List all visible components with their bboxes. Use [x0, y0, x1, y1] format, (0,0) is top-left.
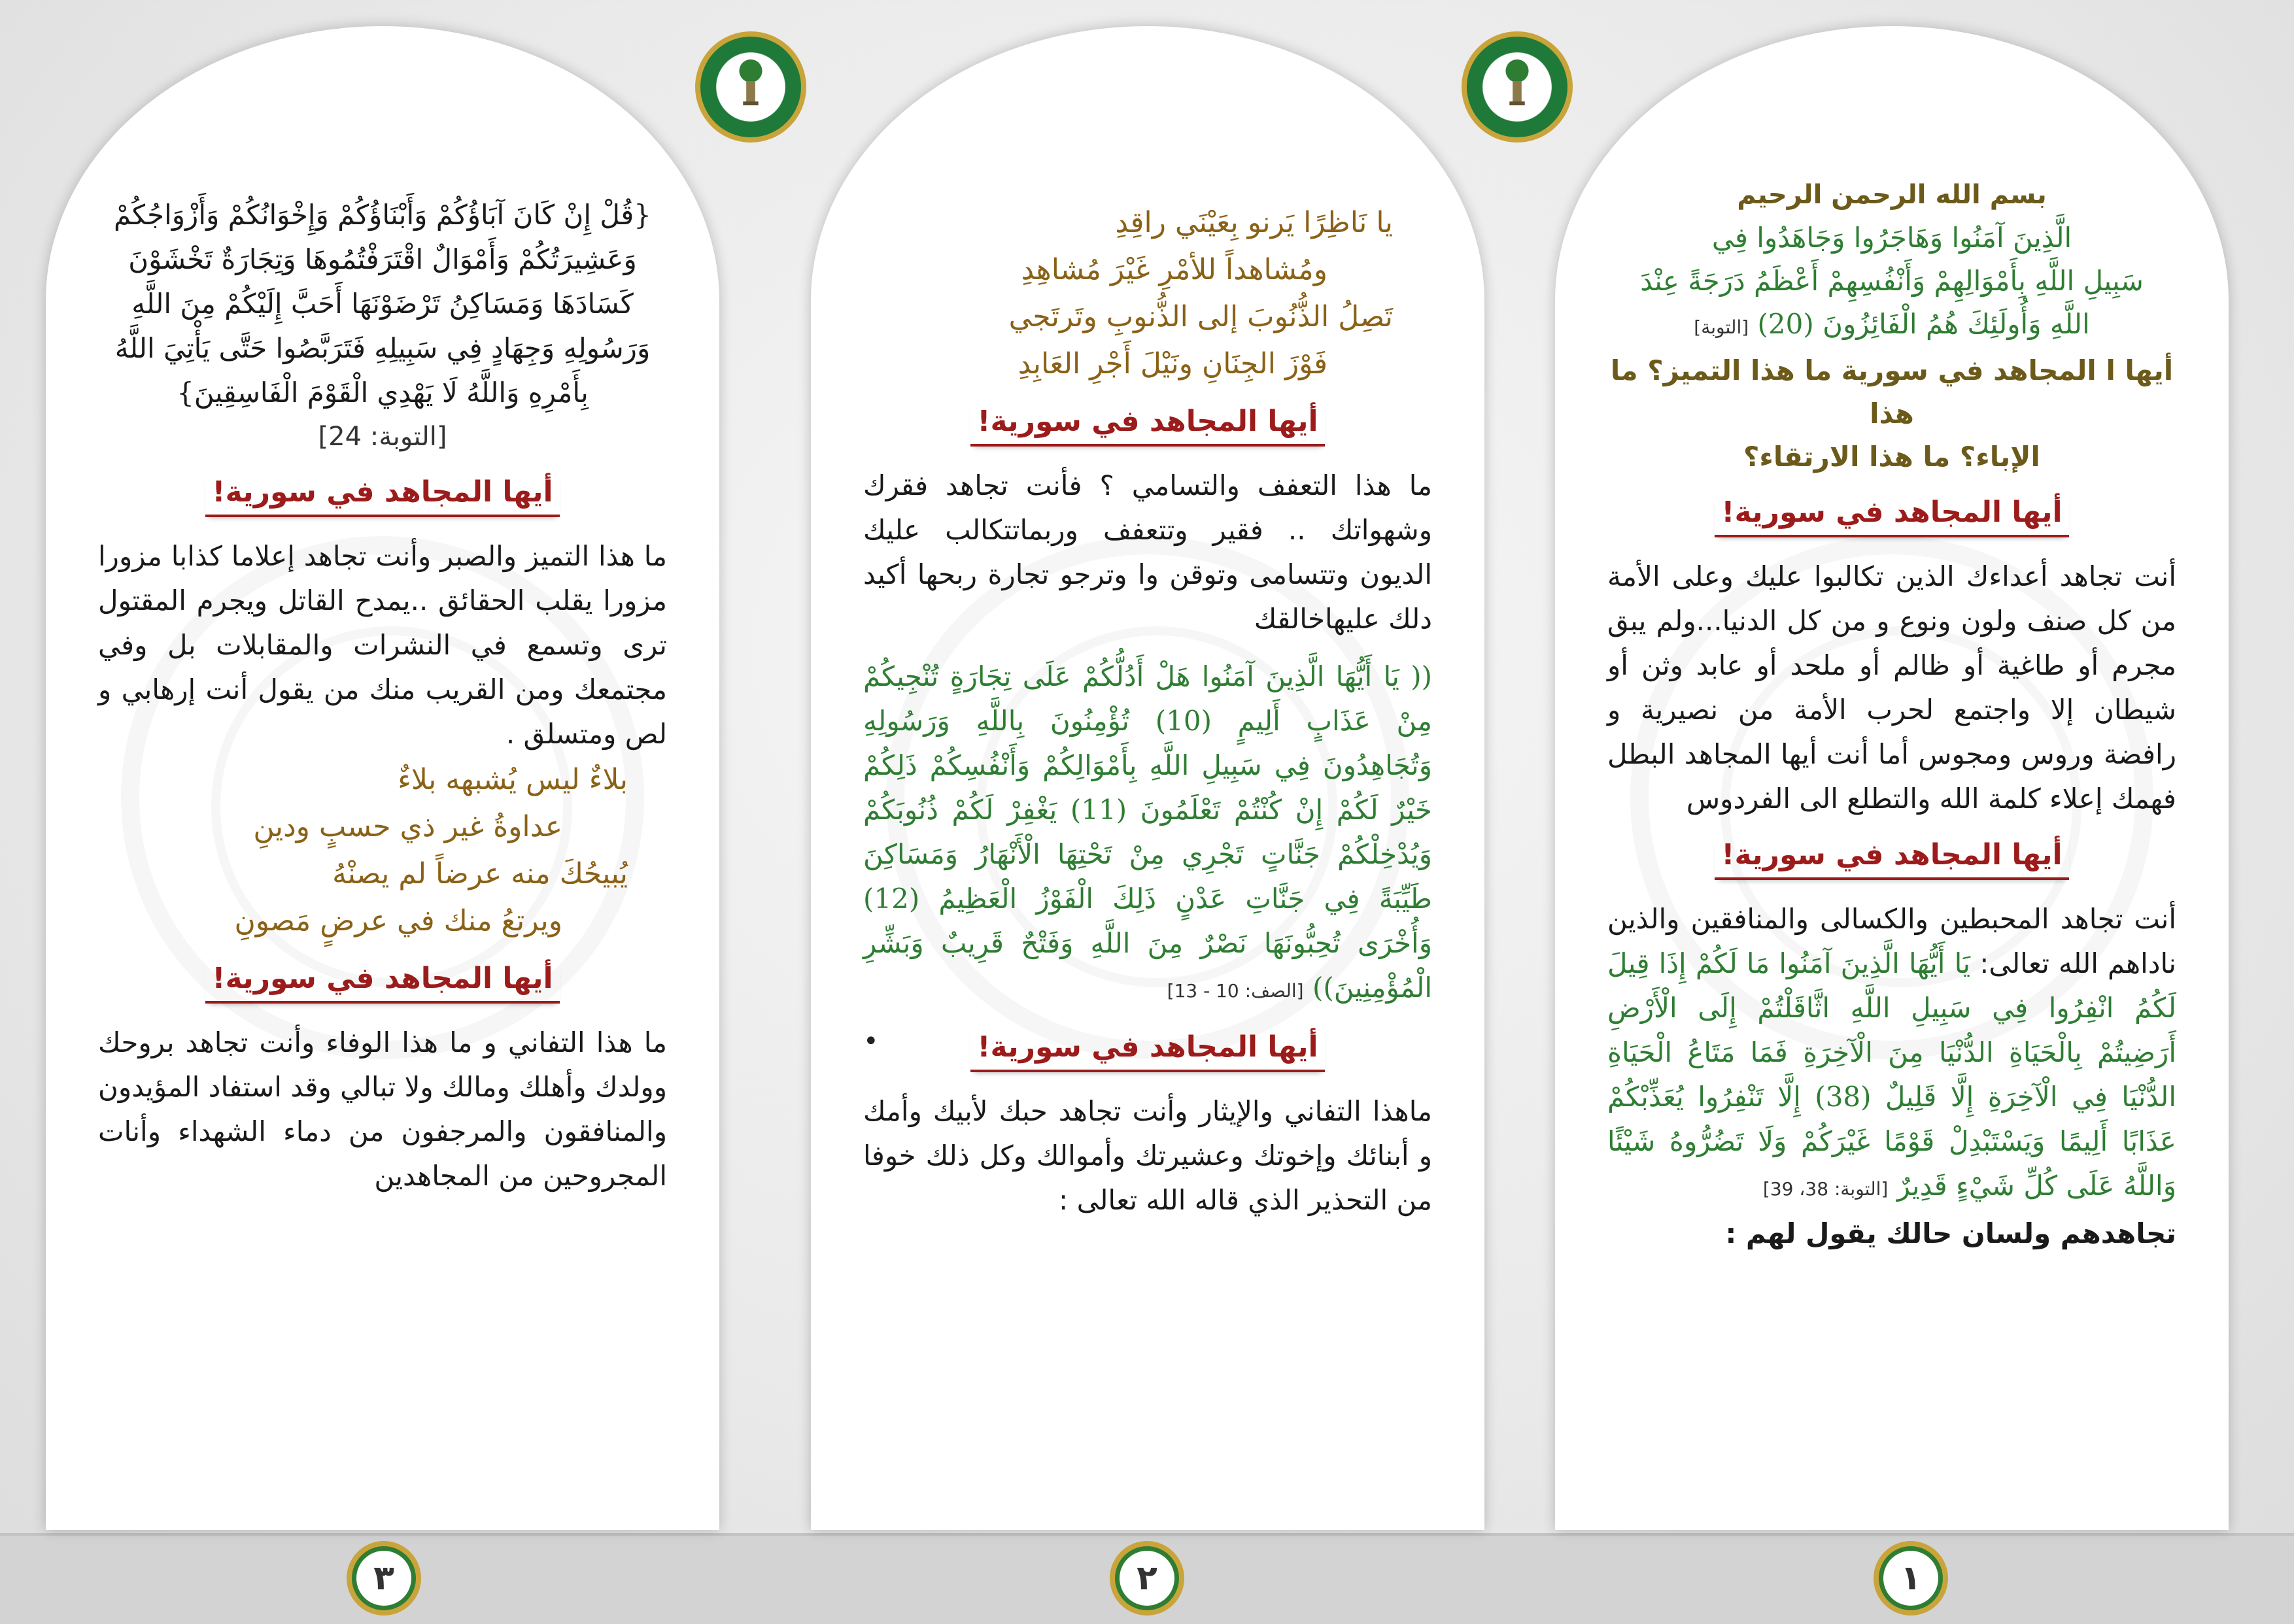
paragraph: ما هذا التعفف والتسامي ؟ فأنت تجاهد فقرك وشهواتك .. فقير وتتعفف وربماتتكالب عليك الديون وتتسامى وتوقن وا وترجو تجارة ربحها أكيد دلك عليهاخالقك [863, 469, 1432, 635]
poem-line: يا نَاظِرًا يَرنو بِعَيْنَي راقِدِ [1115, 206, 1393, 239]
section-heading: أيها المجاهد في سورية! [970, 1028, 1324, 1072]
verse-line-with-ref: اللَّهِ وَأُولَئِكَ هُمُ الْفَائِزُونَ (20) [التوبة] [1694, 308, 2090, 340]
scholars-league-seal-icon [695, 31, 806, 143]
paragraph: أنت تجاهد أعداءك الذين تكالبوا عليك وعلى الأمة من كل صنف ولون ونوع و من كل الدنيا...ولم يبق مجرم أو طاغية أو ظالم أو ملحد أو عابد وثن أو شيطان إلا واجتمع لحرب الأمة من نصيرية و رافضة وروس ومجوس أما أنت أيها المجاهد البطل فهمك إعلاء كلمة الله والتطلع الى الفردوس [1607, 560, 2176, 815]
poem-line: فَوْزَ الجِنَانِ ونَيْلَ أَجْرِ العَابِدِ [1018, 347, 1327, 381]
verse-reference: [الصف: 10 - 13] [1167, 980, 1304, 1002]
section-heading: أيها المجاهد في سورية! [1715, 836, 2068, 880]
panel-page-3 [46, 26, 719, 1530]
panel-page-2 [811, 26, 1484, 1530]
quran-verse: يَا أَيُّهَا الَّذِينَ آمَنُوا مَا لَكُمْ إِذَا قِيلَ لَكُمُ انْفِرُوا فِي سَبِيلِ اللَّهِ اثَّاقَلْتُمْ إِلَى الْأَرْضِ أَرَضِيتُمْ بِالْحَيَاةِ الدُّنْيَا مِنَ الْآخِرَةِ فَمَا مَتَاعُ الْحَيَاةِ الدُّنْيَا فِي الْآخِرَةِ إِلَّا قَلِيلٌ (38) إِلَّا تَنْفِرُوا يُعَذِّبْكُمْ عَذَابًا أَلِيمًا وَيَسْتَبْدِلْ قَوْمًا غَيْرَكُمْ وَلَا تَضُرُّوهُ شَيْئًا وَاللَّهُ عَلَى كُلِّ شَيْءٍ قَدِيرٌ [1607, 947, 2176, 1202]
poem-line: ويرتعُ منك في عرضٍ مَصونِ [234, 904, 562, 938]
page-number-2: ٢ [1115, 1546, 1179, 1610]
poem-line: بلاءٌ ليس يُشبهه بلاءٌ [398, 763, 628, 796]
panel-2-content [863, 199, 1432, 1504]
paragraph: ما هذا التفاني و ما هذا الوفاء وأنت تجاهد بروحك وولدك وأهلك ومالك ولا تبالي وقد استفاد المؤيدون والمنافقون والمرجفون من دماء الشهداء وأنات المجروحين من المجاهدين [98, 1026, 667, 1192]
question-line: الإباء؟ ما هذا الارتقاء؟ [1743, 441, 2040, 473]
paragraph: ماهذا التفاني والإيثار وأنت تجاهد حبك لأبيك وأمك و أبنائك وإخوتك وعشيرتك وأموالك وكل ذلك خوفا من التحذير الذي قاله الله تعالى : [863, 1095, 1432, 1216]
basmala: بسم الله الرحمن الرحيم [1737, 180, 2047, 210]
poem-line: يُبيحُكَ منه عرضاً لم يصنْهُ [332, 857, 628, 890]
panel-1-content [1607, 173, 2176, 1504]
page-number-1: ١ [1879, 1546, 1943, 1610]
panel-page-1 [1555, 26, 2229, 1530]
verse-reference: [التوبة] [1694, 316, 1749, 338]
verse-reference: [التوبة: 24] [318, 422, 447, 452]
quran-verse: (( يَا أَيُّهَا الَّذِينَ آمَنُوا هَلْ أَدُلُّكُمْ عَلَى تِجَارَةٍ تُنْجِيكُمْ مِنْ عَذَابٍ أَلِيمٍ (10) تُؤْمِنُونَ بِاللَّهِ وَرَسُولِهِ وَتُجَاهِدُونَ فِي سَبِيلِ اللَّهِ بِأَمْوَالِكُمْ وَأَنْفُسِكُمْ ذَلِكُمْ خَيْرٌ لَكُمْ إِنْ كُنْتُمْ تَعْلَمُونَ (11) يَغْفِرْ لَكُمْ ذُنُوبَكُمْ وَيُدْخِلْكُمْ جَنَّاتٍ تَجْرِي مِنْ تَحْتِهَا الْأَنْهَارُ وَمَسَاكِنَ طَيِّبَةً فِي جَنَّاتِ عَدْنٍ ذَلِكَ الْفَوْزُ الْعَظِيمُ (12) وَأُخْرَى تُحِبُّونَهَا نَصْرٌ مِنَ اللَّهِ وَفَتْحٌ قَرِيبٌ وَبَشِّرِ الْمُؤْمِنِينَ)) [863, 660, 1432, 1004]
verse-line: الَّذِينَ آمَنُوا وَهَاجَرُوا وَجَاهَدُوا فِي [1711, 222, 2072, 254]
quran-verse-block [863, 654, 1432, 1013]
panel-3-content [98, 193, 667, 1504]
question-line: أيها ا المجاهد في سورية ما هذا التميز؟ ما هذا [1610, 354, 2174, 430]
scholars-league-seal-icon [1462, 31, 1573, 143]
section-heading: أيها المجاهد في سورية! [205, 959, 559, 1004]
paragraph: ما هذا التميز والصبر وأنت تجاهد إعلاما كذابا مزورا مزورا يقلب الحقائق ..يمدح القاتل ويجرم المقتول ترى وتسمع في النشرات والمقابلات بل وفي مجتمعك ومن القريب منك من يقول أنت إرهابي و لص ومتسلق . [98, 540, 667, 750]
poem-line: ومُشاهداً للأمْرِ غَيْرَ مُشاهِدِ [1021, 253, 1327, 286]
quran-verse: {قُلْ إِنْ كَانَ آبَاؤُكُمْ وَأَبْنَاؤُكُمْ وَإِخْوَانُكُمْ وَأَزْوَاجُكُمْ وَعَشِيرَتُكُمْ وَأَمْوَالٌ اقْتَرَفْتُمُوهَا وَتِجَارَةٌ تَخْشَوْنَ كَسَادَهَا وَمَسَاكِنُ تَرْضَوْنَهَا أَحَبَّ إِلَيْكُمْ مِنَ اللَّهِ وَرَسُولِهِ وَجِهَادٍ فِي سَبِيلِهِ فَتَرَبَّصُوا حَتَّى يَأْتِيَ اللَّهُ بِأَمْرِهِ وَاللَّهُ لَا يَهْدِي الْقَوْمَ الْفَاسِقِينَ} [114, 199, 651, 409]
paragraph: أنت تجاهد المحبطين والكسالى والمنافقين والذين ناداهم الله تعالى: يَا أَيُّهَا الَّذِينَ آمَنُوا مَا لَكُمْ إِذَا قِيلَ لَكُمُ انْفِرُوا فِي سَبِيلِ اللَّهِ اثَّاقَلْتُمْ إِلَى الْأَرْضِ أَرَضِيتُمْ بِالْحَيَاةِ الدُّنْيَا مِنَ الْآخِرَةِ فَمَا مَتَاعُ الْحَيَاةِ الدُّنْيَا فِي الْآخِرَةِ إِلَّا قَلِيلٌ (38) إِلَّا تَنْفِرُوا يُعَذِّبْكُمْ عَذَابًا أَلِيمًا وَيَسْتَبْدِلْ قَوْمًا غَيْرَكُمْ وَلَا تَضُرُّوهُ شَيْئًا وَاللَّهُ عَلَى كُلِّ شَيْءٍ قَدِيرٌ [التوبة: 38، 39] [1607, 903, 2176, 1202]
poem-line: تَصِلُ الذُّنُوبَ إلى الذُّنوبِ وتَرتَجي [1008, 300, 1393, 333]
verse-reference: [التوبة: 38، 39] [1762, 1178, 1889, 1200]
paragraph: تجاهدهم ولسان حالك يقول لهم : [1725, 1217, 2176, 1249]
bullet-icon: • [863, 1026, 879, 1057]
page-number-3: ٣ [352, 1546, 416, 1610]
section-heading: أيها المجاهد في سورية! [205, 473, 559, 517]
poem-line: عداوةُ غير ذي حسبٍ ودينِ [253, 810, 562, 843]
section-heading: أيها المجاهد في سورية! [1715, 493, 2068, 537]
verse-line: سَبِيلِ اللَّهِ بِأَمْوَالِهِمْ وَأَنْفُسِهِمْ أَعْظَمُ دَرَجَةً عِنْدَ [1640, 265, 2144, 297]
section-heading: أيها المجاهد في سورية! [970, 402, 1324, 447]
